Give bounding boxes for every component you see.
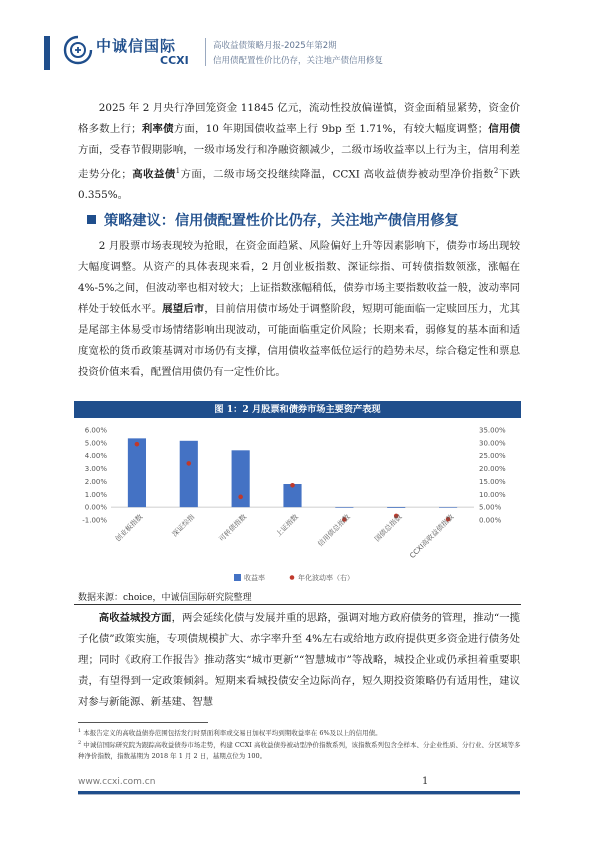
y-right-tick-label: 20.00% <box>479 465 506 474</box>
p2-bold-outlook: 展望后市 <box>162 303 205 315</box>
y-right-tick-label: 25.00% <box>479 452 506 461</box>
y-left-tick-label: 5.00% <box>84 439 107 448</box>
legend-bar-label: 收益率 <box>244 574 265 582</box>
y-left-tick-label: 2.00% <box>84 477 107 486</box>
footnote-ref-2[interactable]: 2 <box>493 167 499 175</box>
figure-title: 图 1：2 月股票和债券市场主要资产表现 <box>74 401 521 418</box>
ccxi-logo-icon <box>62 34 94 66</box>
legend-bar-swatch <box>234 574 241 581</box>
square-bullet-icon <box>87 215 96 224</box>
p1-text-4: 方面，二级市场交投继续降温，CCXI 高收益债券被动型净价指数 <box>180 168 494 181</box>
footnote-2-text: 中诚信国际研究院为跟踪高收益债券市场走势，构建 CCXI 高收益债券被动型净价指数系列，该指数系列包含全样本、分企业性质、分行业、分区域等多种净价指数，指数基期为 2018 年 1 月 2 日，基期点位为 100。 <box>78 741 521 761</box>
logo-english-text: CCXI <box>160 54 189 67</box>
x-category-label: CCXI高收益债指数 <box>408 512 456 561</box>
x-category-label: 创业板指数 <box>113 512 145 544</box>
report-subtitle: 信用债配置性价比仍存，关注地产债信用修复 <box>213 56 384 66</box>
y-right-tick-label: 15.00% <box>479 477 506 486</box>
legend-point-swatch <box>290 575 295 580</box>
volatility-point <box>290 483 295 488</box>
x-category-label: 上证指数 <box>274 512 300 539</box>
p1-bold-high-yield: 高收益债 <box>131 168 176 181</box>
y-right-tick-label: 5.00% <box>479 503 502 512</box>
figure-bottom-rule <box>74 604 521 605</box>
p1-text-1: 2025 年 2 月央行净回笼资金 11845 亿元，流动性投放偏谨慎，资金面稍显紧势，资金价格多数上行； <box>78 102 520 135</box>
return-bar <box>335 507 353 508</box>
p1-text-5: 下跌 0.355%。 <box>78 168 521 202</box>
y-left-tick-label: -1.00% <box>82 516 107 525</box>
return-bar <box>128 438 146 507</box>
p3-text-1: ，两会延续化债与发展并重的思路，强调对地方政府债务的管理，推动“一揽子化债”政策实施，专项债规模扩大、赤字率升至 4%左右或给地方政府提供更多资金进行债务处理；同时《政府工作报告》推动落实“城市更新”“智慧城市”等战略，城投企业或仍承担着重要职责，有望得到一定政策倾斜。短期来看城投债安全边际尚存，短久期投资策略仍有适用性，建议对参与新能源、新基建、智慧 <box>78 612 520 708</box>
footer-website-link[interactable]: www.ccxi.com.cn <box>78 777 156 787</box>
footnote-2-number: 2 <box>78 740 82 746</box>
y-right-tick-label: 10.00% <box>479 490 506 499</box>
page-number: 1 <box>422 776 429 787</box>
ccxi-logo <box>62 34 202 70</box>
footnote-2 <box>78 738 524 762</box>
report-series-title: 高收益债策略月报-2025年第2期 <box>213 41 337 51</box>
footer-thin-rule <box>78 794 520 795</box>
page-header <box>0 0 595 80</box>
p2-text-1: 2 月股票市场表现较为抢眼，在资金面趋紧、风险偏好上升等因素影响下，债券市场出现较大幅度调整。从资产的具体表现来看，2 月创业板指数、深证综指、可转债指数领涨，涨幅在 4%-5%之间，但波动率也相对较大；上证指数涨幅稍低，债券市场主要指数收益一般，波动率同样处于较低水平。 <box>78 240 520 315</box>
strategy-paragraph <box>78 236 520 383</box>
x-category-label: 可转债指数 <box>217 512 249 544</box>
p1-bold-rates: 利率债 <box>141 123 174 135</box>
header-accent-bar <box>44 36 50 70</box>
p2-text-2: ，目前信用债市场处于调整阶段，短期可能面临一定赎回压力，尤其是尾部主体易受市场情绪影响出现波动，可能面临重定价风险；长期来看，弱修复的基本面和适度宽松的货币政策基调对市场仍有支撑，信用债收益率低位运行的趋势未尽，综合稳定性和票息投资价值来看，配置信用债仍有一定性价比。 <box>78 303 521 378</box>
header-divider <box>205 38 206 66</box>
y-right-tick-label: 0.00% <box>479 516 502 525</box>
legend-point-label: 年化波动率（右） <box>298 574 354 582</box>
footnote-1-text: 本报告定义的高收益债券范围包括发行时票面利率或交易日加权平均到期收益率在 6%及以上的信用债。 <box>83 729 382 738</box>
volatility-point <box>186 461 191 466</box>
return-bar <box>180 441 198 507</box>
y-left-tick-label: 3.00% <box>84 465 107 474</box>
urban-investment-paragraph <box>78 608 520 713</box>
footnote-ref-1[interactable]: 1 <box>175 167 181 175</box>
p1-bold-credit: 信用债 <box>488 123 521 135</box>
x-category-label: 信用债总指数 <box>316 512 352 549</box>
return-bar <box>387 507 405 508</box>
p1-text-2: 方面，10 年期国债收益率上行 9bp 至 1.71%，有较大幅度调整； <box>173 123 489 135</box>
footnote-rule <box>78 722 208 723</box>
figure-source: 数据来源：choice，中诚信国际研究院整理 <box>78 593 252 603</box>
return-bar <box>439 507 457 508</box>
y-right-tick-label: 30.00% <box>479 439 506 448</box>
p1-text-3: 方面，受春节假期影响，一级市场发行和净融资额减少，二级市场收益率以上行为主，信用利差走势分化； <box>78 144 520 181</box>
asset-performance-chart <box>74 420 521 590</box>
volatility-point <box>238 495 243 500</box>
y-left-tick-label: 6.00% <box>84 426 107 435</box>
market-review-paragraph <box>78 98 520 206</box>
section-title: 策略建议：信用债配置性价比仍存，关注地产债信用修复 <box>104 213 459 229</box>
footnote-1-number: 1 <box>78 728 82 734</box>
p3-bold-lgfv: 高收益城投方面 <box>98 612 172 624</box>
y-left-tick-label: 1.00% <box>84 490 107 499</box>
logo-chinese-text: 中诚信国际 <box>96 37 177 55</box>
volatility-point <box>135 442 140 447</box>
y-right-tick-label: 35.00% <box>479 426 506 435</box>
x-category-label: 国债总指数 <box>373 512 404 544</box>
y-left-tick-label: 0.00% <box>84 503 107 512</box>
y-left-tick-label: 4.00% <box>84 452 107 461</box>
section-heading <box>87 210 459 230</box>
x-category-label: 深证综指 <box>170 512 197 539</box>
